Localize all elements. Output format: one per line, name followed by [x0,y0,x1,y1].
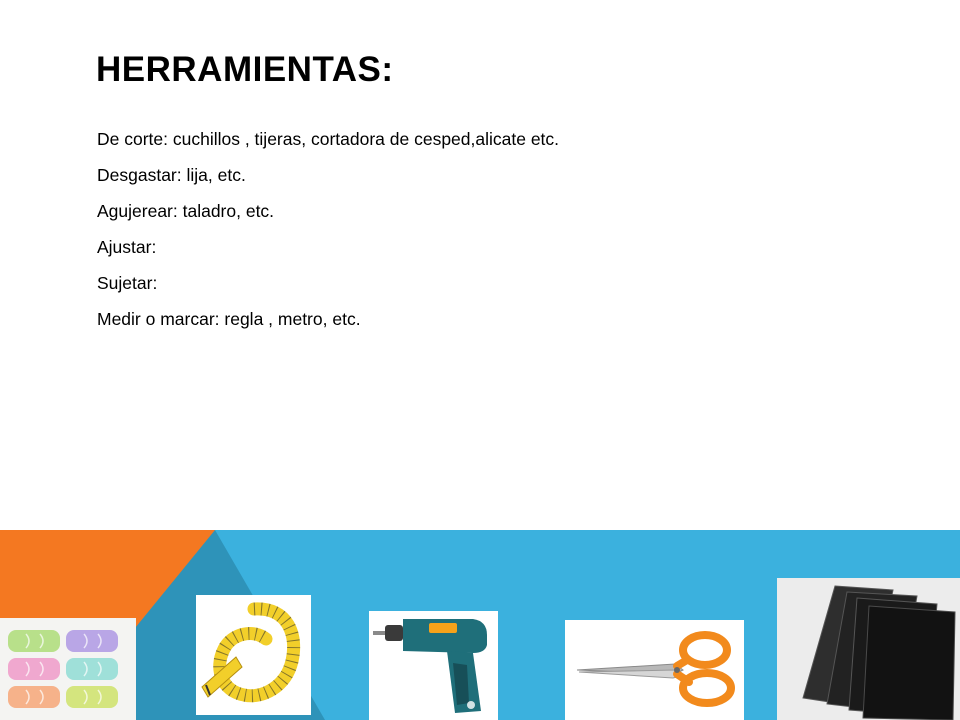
scissors-image [565,620,744,720]
slide-title: HERRAMIENTAS: [96,50,394,89]
drill-image [369,611,498,720]
tape-measure-icon [196,595,311,715]
bullet-item: De corte: cuchillos , tijeras, cortadora de cesped,alicate etc. [97,129,560,149]
bullet-item: Ajustar: [97,237,157,257]
bullet-list [97,128,559,344]
bullet-item: Sujetar: [97,273,158,293]
bullet-item: Agujerear: taladro, etc. [97,201,275,221]
sandpaper-image [777,578,960,720]
tape-measure-image [196,595,311,715]
bullet-item: Medir o marcar: regla , metro, etc. [97,309,361,329]
scissors-icon [565,620,744,720]
sandpaper-icon [777,578,960,720]
clamps-image [0,618,136,720]
bullet-item: Desgastar: lija, etc. [97,165,246,185]
drill-icon [369,611,498,720]
clamps-icon [0,618,136,720]
